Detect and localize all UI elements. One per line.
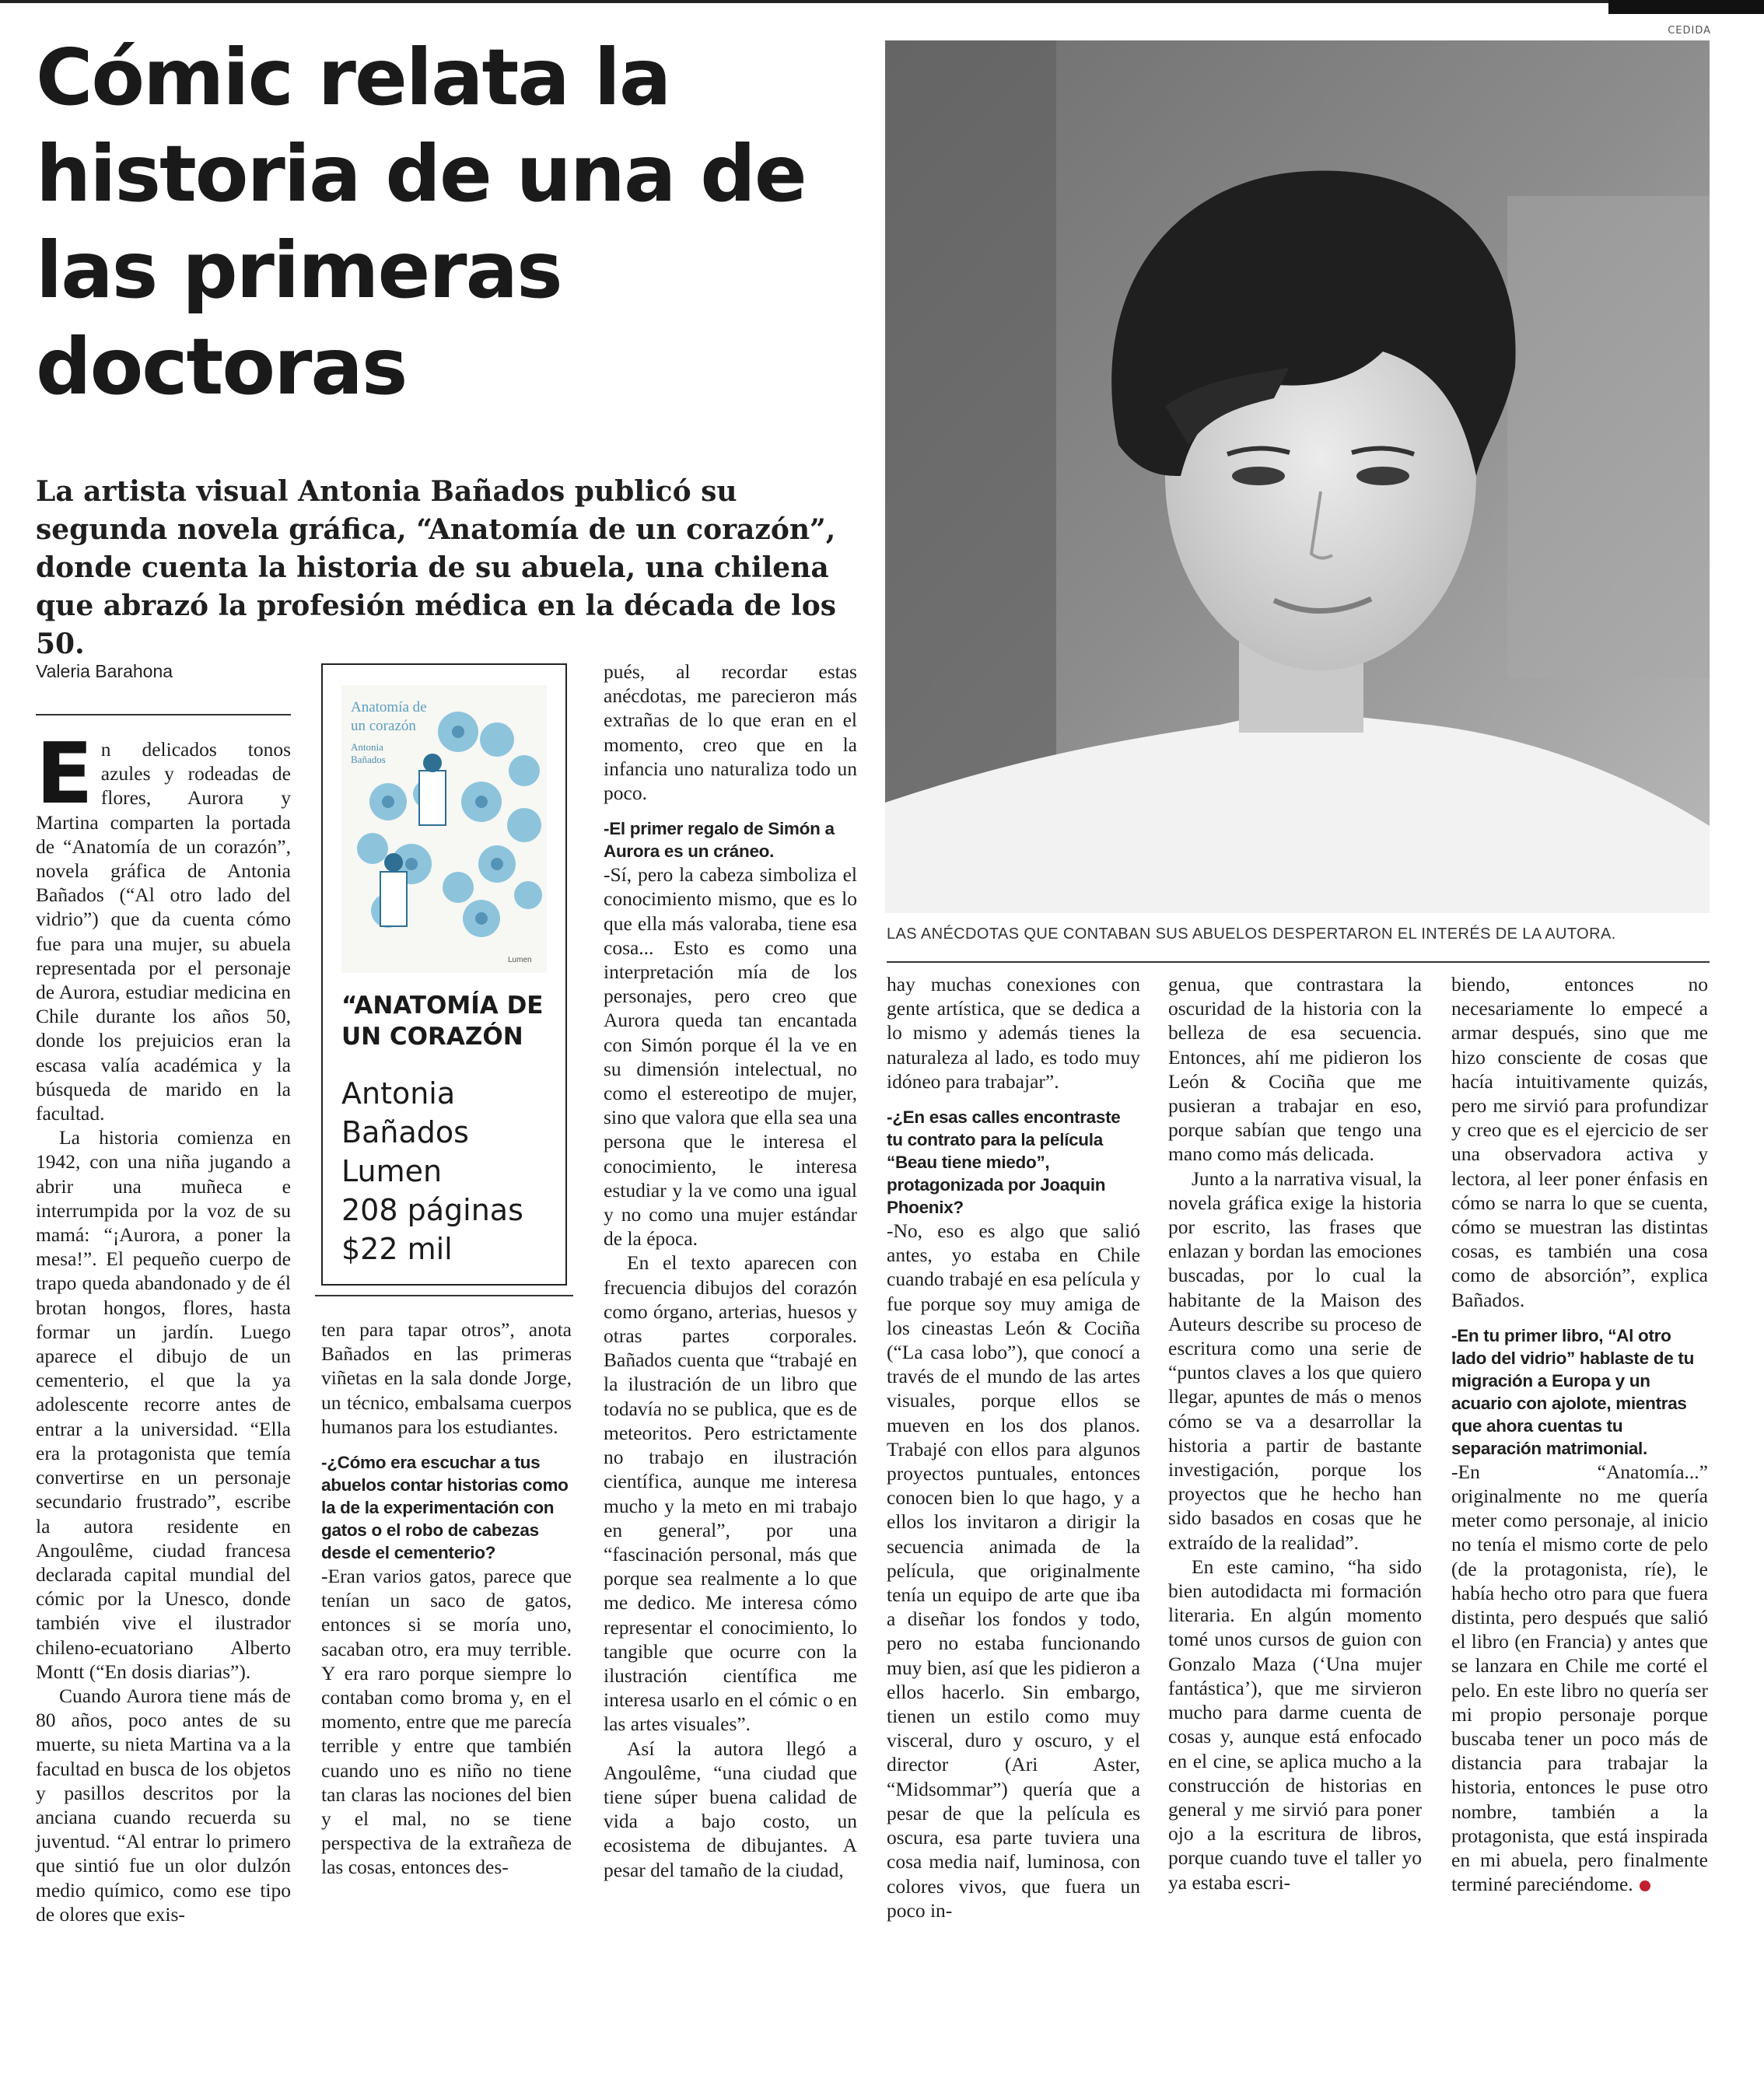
book-cover-image [341, 685, 547, 973]
article-paragraph: pués, al recordar estas anécdotas, me parecieron más extrañas de lo que eran en el momento, creo que en la infancia uno naturaliza todo un poco. [604, 660, 857, 805]
article-column-2 [321, 1317, 572, 1880]
caption-rule [887, 961, 1710, 963]
byline: Valeria Barahona [36, 661, 173, 681]
interview-answer: -No, eso es algo que salió antes, yo estaba en Chile cuando trabajé en esa película y fue porque soy muy amiga de los cineastas León & Cociña (“La casa lobo”), que conocí a través de el mundo de las artes visuales, porque ellos se mueven en los dos planos. Trabajé con ellos para algunos proyectos puntuales, entonces conocen bien lo que hago, y a ellos los invitaron a dirigir la secuencia animada de la película, que originalmente tenía un equipo de arte que iba a diseñar los fondos y todo, pero no estaba funcionando muy bien, así que les pidieron a ellos hacerlo. Sin embargo, tienen un estilo como muy visceral, duro y oscuro, y el director (Ari Aster, “Midsommar”) quería que a pesar de que la película es oscura, esa parte tuviera una cosa media naif, luminosa, con colores vivos, que fuera un poco in- [887, 1219, 1140, 1922]
interview-question: -El primer regalo de Simón a Aurora es un cráneo. [604, 819, 835, 862]
book-price: $22 mil [341, 1232, 453, 1266]
article-paragraph: La historia comienza en 1942, con una niña jugando a abrir una muñeca e interrumpida por la voz de su mamá: “¡Aurora, a poner la mesa!”. El pequeño cuerpo de trapo queda abandonado y de él brotan hongos, flores, hasta formar un jardín. Luego aparece el dibujo de un cementerio, el que la ya adolescente recorre antes de entrar a la universidad. “Ella era la protagonista que temía convertirse en un personaje secundario frustrado”, escribe la autora residente en Angoulême, ciudad francesa declarada capital mundial del cómic por la Unesco, donde también vive el ilustrador chileno-ecuatoriano Alberto Montt (“En dosis diarias”). [36, 1126, 291, 1683]
interview-answer: -Eran varios gatos, parece que tenían un saco de gatos, entonces si se moría uno, sacaban otro, era muy terrible. Y era raro porque siempre lo contaban como broma y, en el momento, entre que me parecía terrible y entre que también cuando uno es niño no tiene tan claras las nociones del bien y el mal, no se tiene perspectiva de la extrañeza de las cosas, entonces des- [321, 1565, 572, 1879]
article-paragraph: genua, que contrastara la oscuridad de la historia con la belleza de esa secuencia. Entonces, ahí me pidieron los León & Cociña que me pusieran a trabajar en eso, porque sabían que tengo una mano como más delicada. [1168, 973, 1422, 1166]
drop-cap: E [36, 726, 93, 823]
article-column-5 [1168, 972, 1422, 1894]
interview-question: -En tu primer libro, “Al otro lado del vidrio” hablaste de tu migración a Europa y un acuario con ajolote, mientras que ahora cuentas tu separación matrimonial. [1451, 1325, 1695, 1458]
top-rule [0, 0, 1608, 3]
book-author-first: Antonia [341, 1076, 456, 1111]
cover-title-line-1: Anatomía de [351, 699, 427, 715]
subheadline: La artista visual Antonia Bañados publicó su segunda novela gráfica, “Anatomía de un corazón”, donde cuenta la historia de su abuela, una chilena que abrazó la profesión médica en la década de los 50. [36, 475, 836, 660]
headline: Cómic relata la historia de una de las primeras doctoras [36, 32, 806, 412]
article-paragraph: hay muchas conexiones con gente artística, que se dedica a lo mismo y además tienes la naturaleza al lado, es todo muy idóneo para trabajar”. [887, 973, 1140, 1093]
book-pages: 208 páginas [341, 1193, 523, 1227]
interview-answer: -En “Anatomía...” originalmente no me quería meter como personaje, al inicio no tenía el mismo corte de pelo (de la protagonista, ríe), le había hecho otro para que fuera distinta, pero después que salió el libro (en Francia) y antes que se lanzara en Chile me corté el pelo. En este libro no quería ser mi propio personaje porque buscaba tener un poco más de distancia para trabajar la historia, entonces le puse otro nombre, también a la protagonista, que está inspirada en mi abuela, pero finalmente terminé pareciéndome. [1451, 1460, 1708, 1896]
interview-question: -¿En esas calles encontraste tu contrato para la película “Beau tiene miedo”, protagonizada por Joaquin Phoenix? [887, 1107, 1121, 1218]
article-paragraph: Junto a la narrativa visual, la novela gráfica exige la historia por escrito, las frases que enlazan y bordan las emociones buscadas, por lo cual la habitante de la Maison des Auteurs describe su proceso de escritura como una serie de “puntos claves a los que quiero llegar, apuntes de más o menos cómo se va a desarrollar la historia a partir de bastante investigación, porque los proyectos que he hecho han sido basados en cosas que he extraído de la realidad”. [1168, 1167, 1422, 1554]
photo-caption: LAS ANÉCDOTAS QUE CONTABAN SUS ABUELOS DESPERTARON EL INTERÉS DE LA AUTORA. [887, 925, 1616, 943]
article-paragraph: En este camino, “ha sido bien autodidacta mi formación literaria. En algún momento tomé unos cursos de guion con Gonzalo Maza (‘Una mujer fantástica’), que me sirvieron mucho para darme cuenta de cosas y, aunque está enfocado en el cine, se aplica mucho a la construcción de historias en general y me sirvió para poner ojo a la escritura de libros, porque cuando tuve el taller yo ya estaba escri- [1168, 1555, 1422, 1894]
cover-title-line-2: un corazón [351, 718, 416, 734]
cover-author-line-2: Bañados [351, 754, 386, 765]
end-of-article-icon [1640, 1880, 1650, 1891]
article-paragraph: biendo, entonces no necesariamente lo empecé a armar después, sino que me hizo consciente de cosas que hacía intuitivamente quizás, pero me sirvió para profundizar y creo que es el ejercicio de ser una observadora activa y lectora, al leer poner énfasis en cómo se narra lo que se cuenta, cómo se muestran las distintas cosas, es también una cosa como de absorción”, explica Bañados. [1451, 973, 1708, 1311]
photo-credit: CEDIDA [1668, 25, 1711, 37]
section-tab-block [1608, 0, 1764, 14]
article-paragraph: Así la autora llegó a Angoulême, “una ciudad que tiene súper buena calidad de vida a bajo costo, un ecosistema de dibujantes. A pesar del tamaño de la ciudad, [604, 1737, 857, 1881]
article-paragraph: Cuando Aurora tiene más de 80 años, poco antes de su muerte, su nieta Martina va a la facultad en busca de los objetos y pasillos descritos por la anciana cuando recuerda su juventud. “Al entrar lo primero que sintió fue un olor dulzón medio químico, como ese tipo de olores que exis- [36, 1684, 291, 1926]
interview-question: -¿Cómo era escuchar a tus abuelos contar historias como la de la experimentación con gatos o el robo de cabezas desde el cementerio? [321, 1453, 569, 1563]
article-paragraph: ten para tapar otros”, anota Bañados en las primeras viñetas en la sala donde Jorge, un técnico, embalsama cuerpos humanos para los estudiantes. [321, 1318, 572, 1438]
cover-author-line-1: Antonia [351, 741, 383, 753]
byline-rule [36, 714, 291, 715]
book-author-last: Bañados [341, 1115, 469, 1149]
book-title: “ANATOMÍA DE UN CORAZÓN [341, 992, 544, 1051]
book-info-box [321, 663, 567, 1286]
article-paragraph: En el texto aparecen con frecuencia dibujos del corazón como órgano, arterias, huesos y otras partes corporales. Bañados cuenta que “trabajé en la ilustración de un libro que todavía no se publica, que es de meteoritos. Pero estrictamente no trabajo en ilustración científica, aunque me interesa mucho y la meto en mi trabajo en general”, por una “fascinación personal, más que porque sea realmente a lo que me dedico. Me interesa cómo representar el conocimiento, lo tangible que ocurre con la ilustración científica me interesa usarlo en el cómic o en las artes visuales”. [604, 1251, 857, 1736]
article-column-4 [887, 972, 1140, 1922]
article-column-3 [604, 659, 857, 1882]
bookbox-bottom-rule [315, 1295, 573, 1296]
article-column-6 [1451, 972, 1708, 1897]
article-column-1 [36, 726, 291, 1926]
cover-publisher: Lumen [508, 956, 532, 964]
author-portrait-photo [885, 40, 1710, 913]
book-publisher: Lumen [341, 1154, 443, 1188]
intro-paragraph: En delicados tonos azules y rodeadas de flores, Aurora y Martina comparten la portada de “Anatomía de un corazón”, novela gráfica de Antonia Bañados (“Al otro lado del vidrio”) que da cuenta cómo fue para una mujer, su abuela representada por el personaje de Aurora, estudiar medicina en Chile durante los años 50, donde los prejuicios eran la escasa valía académica y la búsqueda de marido en la facultad. [36, 726, 291, 1125]
interview-answer: -Sí, pero la cabeza simboliza el conocimiento mismo, que es lo que ella más valoraba, tiene esa cosa... Esto es como una interpretación mía de los personajes, pero creo que Aurora queda tan encantada con Simón porque él la ve en su dimensión intelectual, no como el estereotipo de mujer, sino que valora que ella sea una persona que le interesa el conocimiento, le interesa estudiar y la ve como una igual y no como una mujer estándar de la época. [604, 863, 857, 1251]
